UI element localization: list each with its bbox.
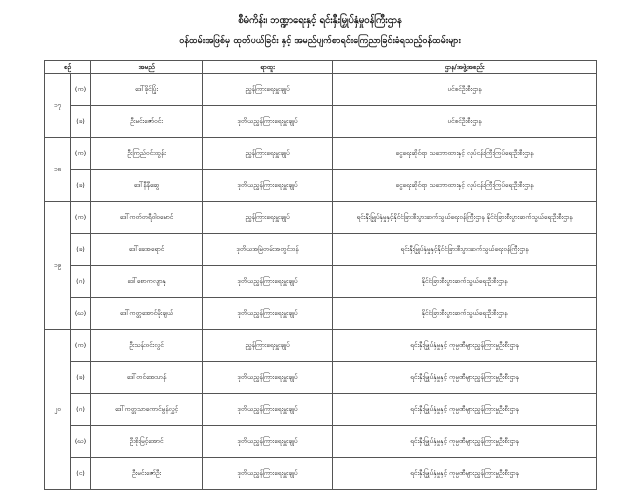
table-row: [45, 362, 597, 394]
staff-table: [44, 60, 597, 490]
person-name: ဒေါ်စောကလျာနု: [91, 266, 203, 298]
person-rank: ဒုတိယအမြဲတမ်းအတွင်းဝန်: [203, 234, 333, 266]
person-department: ရင်းနှီးမြှုပ်နှံမှုနှင့်နိုင်ငံခြားစီးပွားဆက်သွယ်ရေးဝန်ကြီးဌာန နိုင်ငံခြားစီးပွားဆက်သွယ်ရေးဦးစီးဌာန: [333, 202, 597, 234]
row-subindex: (ခ): [71, 234, 91, 266]
person-name: ဒေါ်ကတ္တသာကောင်မွန်လွှင့်: [91, 394, 203, 426]
table-row: [45, 330, 597, 362]
ministry-title: စီမံကိန်း၊ ဘဏ္ဍာရေးနှင့် ရင်းနှီးမြှုပ်နှံမှုဝန်ကြီးဌာန: [238, 15, 402, 26]
list-subtitle: ဝန်ထမ်းအဖြစ်မှ ထုတ်ပယ်ခြင်း နှင့် အမည်ပျက်စာရင်းကြေညာခြင်းခံရသည့်ဝန်ထမ်းများ: [179, 36, 461, 46]
col-header-rank: ရာထူး: [203, 61, 333, 74]
person-department: ရင်းနှီးမြှုပ်နှံမှုနှင့် ကုမ္ပဏီများညွှန်ကြားမှုဦးစီးဌာန: [333, 330, 597, 362]
table-row: [45, 458, 597, 490]
person-name: ဒေါ်ခေအရောင်: [91, 234, 203, 266]
row-subindex: (ခ): [71, 106, 91, 138]
col-header-dept: ဌာန/အဖွဲ့အစည်း: [333, 61, 597, 74]
row-subindex: (က): [71, 202, 91, 234]
person-name: ဦးသန်းဝင်းလွင်: [91, 330, 203, 362]
person-rank: ဒုတိယညွှန်ကြားရေးမှူးချုပ်: [203, 458, 333, 490]
table-body: [45, 74, 597, 490]
table-row: [45, 394, 597, 426]
row-subindex: (ခ): [71, 362, 91, 394]
person-name: ဒေါ်နီနီဆွေ: [91, 170, 203, 202]
row-number: ၁၈: [45, 138, 71, 202]
person-rank: ဒုတိယညွှန်ကြားရေးမှူးချုပ်: [203, 394, 333, 426]
person-rank: ညွှန်ကြားရေးမှူးချုပ်: [203, 74, 333, 106]
person-rank: ဒုတိယညွှန်ကြားရေးမှူးချုပ်: [203, 426, 333, 458]
row-subindex: (ဂ): [71, 394, 91, 426]
person-name: ဒေါ်တင်အေးဟန်: [91, 362, 203, 394]
row-number: ၁၉: [45, 202, 71, 330]
person-department: ငွေရေးဆိုင်ရာ သဘောထားနှင့် လုပ်ငန်းကြီးကြပ်ရေးဦးစီးဌာန: [333, 170, 597, 202]
person-name: ဦးမင်းဇော်ဝင်း: [91, 106, 203, 138]
person-name: ဦးကြည်ဝင်းထွန်း: [91, 138, 203, 170]
row-subindex: (ခ): [71, 170, 91, 202]
person-department: ပင်စင်ဦးစီးဌာန: [333, 74, 597, 106]
person-rank: ဒုတိယညွှန်ကြားရေးမှူးချုပ်: [203, 362, 333, 394]
person-rank: ဒုတိယညွှန်ကြားရေးမှူးချုပ်: [203, 298, 333, 330]
table-row: [45, 202, 597, 234]
table-header-row: [45, 61, 597, 74]
col-header-name: အမည်: [91, 61, 203, 74]
person-department: ရင်းနှီးမြှုပ်နှံမှုနှင့် ကုမ္ပဏီများညွှန်ကြားမှုဦးစီးဌာန: [333, 394, 597, 426]
person-rank: ဒုတိယညွှန်ကြားရေးမှူးချုပ်: [203, 170, 333, 202]
person-department: ရင်းနှီးမြှုပ်နှံမှုနှင့် ကုမ္ပဏီများညွှန်ကြားမှုဦးစီးဌာန: [333, 458, 597, 490]
row-subindex: (ဃ): [71, 298, 91, 330]
person-name: ဒေါ်ကတ္တအောင်မိုးချယ်: [91, 298, 203, 330]
person-department: ရင်းနှီးမြှုပ်နှံမှုနှင့် ကုမ္ပဏီများညွှန်ကြားမှုဦးစီးဌာန: [333, 362, 597, 394]
row-subindex: (ဃ): [71, 426, 91, 458]
row-subindex: (က): [71, 74, 91, 106]
person-name: ဒေါ်ခိုင်ပြုံး: [91, 74, 203, 106]
person-rank: ညွှန်ကြားရေးမှူးချုပ်: [203, 138, 333, 170]
row-number: ၂၀: [45, 330, 71, 490]
person-rank: ညွှန်ကြားရေးမှူးချုပ်: [203, 330, 333, 362]
table-row: [45, 234, 597, 266]
table-row: [45, 170, 597, 202]
person-department: ရင်းနှီးမြှုပ်နှံမှုနှင့်နိုင်ငံခြားစီးပွားဆက်သွယ်ရေးဝန်ကြီးဌာန: [333, 234, 597, 266]
table-row: [45, 426, 597, 458]
person-name: ဦးမင်းဇော်ဦး: [91, 458, 203, 490]
person-department: နိုင်ငံခြားစီးပွားဆက်သွယ်ရေးဦးစီးဌာန: [333, 266, 597, 298]
col-header-no: စဉ်: [45, 61, 91, 74]
row-number: ၁၇: [45, 74, 71, 138]
row-subindex: (င): [71, 458, 91, 490]
person-department: နိုင်ငံခြားစီးပွားဆက်သွယ်ရေးဦးစီးဌာန: [333, 298, 597, 330]
person-name: ဦးစိုးမြင့်အောင်: [91, 426, 203, 458]
row-subindex: (ဂ): [71, 266, 91, 298]
person-rank: ဒုတိယညွှန်ကြားရေးမှူးချုပ်: [203, 106, 333, 138]
person-rank: ဒုတိယညွှန်ကြားရေးမှူးချုပ်: [203, 266, 333, 298]
person-department: ရင်းနှီးမြှုပ်နှံမှုနှင့် ကုမ္ပဏီများညွှန်ကြားမှုဦးစီးဌာန: [333, 426, 597, 458]
row-subindex: (က): [71, 138, 91, 170]
table-row: [45, 74, 597, 106]
table-row: [45, 106, 597, 138]
person-department: ပင်စင်ဦးစီးဌာန: [333, 106, 597, 138]
person-department: ငွေရေးဆိုင်ရာ သဘောထားနှင့် လုပ်ငန်းကြီးကြပ်ရေးဦးစီးဌာန: [333, 138, 597, 170]
person-name: ဒေါ်ကတ်တရီဝါ၀မောင်: [91, 202, 203, 234]
table-row: [45, 138, 597, 170]
table-row: [45, 298, 597, 330]
row-subindex: (က): [71, 330, 91, 362]
person-rank: ညွှန်ကြားရေးမှူးချုပ်: [203, 202, 333, 234]
table-row: [45, 266, 597, 298]
